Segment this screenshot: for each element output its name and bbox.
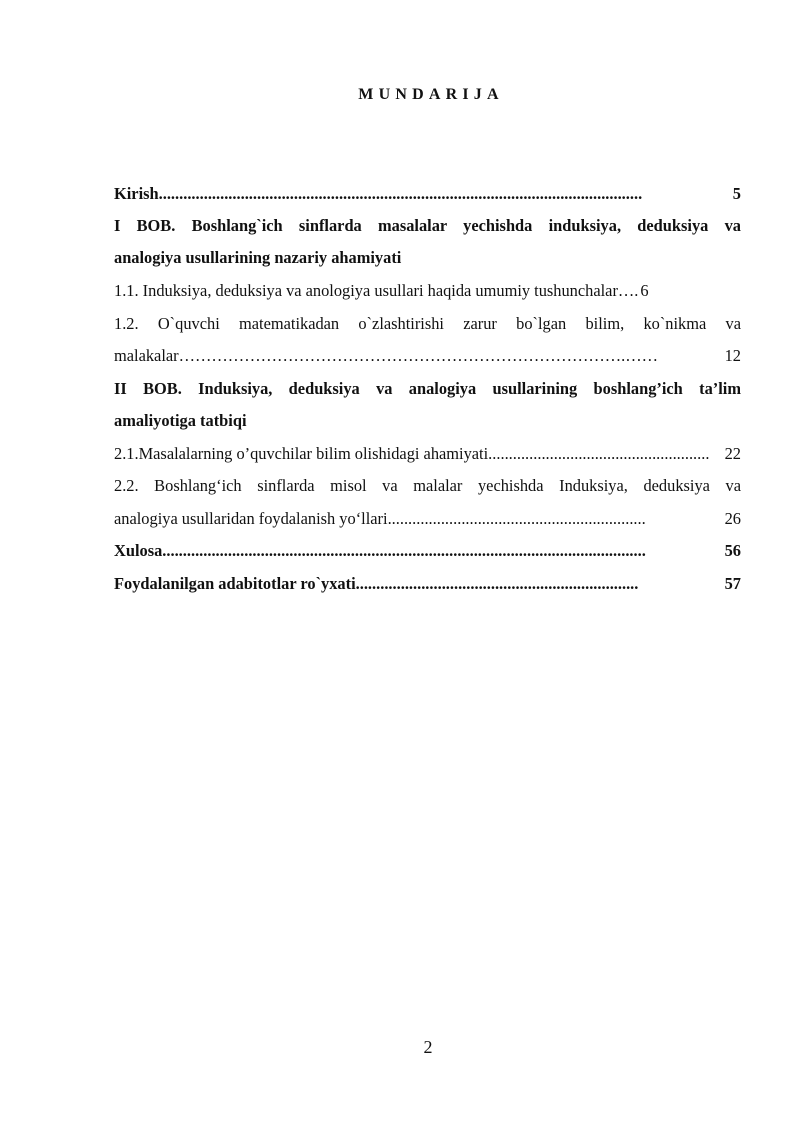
toc-chapter-2-line-1: II BOB. Induksiya, deduksiya va analogiya usullarining boshlang’ich ta’lim — [114, 379, 741, 398]
toc-page-number: 12 — [724, 346, 741, 365]
toc-entry-label: malakalar — [114, 346, 179, 365]
toc-entry-1-2-line-1: 1.2. O`quvchi matematikadan o`zlashtirishi zarur bo`lgan bilim, ko`nikma va — [114, 314, 741, 333]
toc-page-number: 57 — [724, 574, 741, 593]
toc-entry-adabiyotlar — [114, 571, 741, 597]
toc-entry-1-1 — [114, 278, 741, 304]
toc-entry-label: Kirish — [114, 184, 159, 203]
toc-page-number: 26 — [724, 509, 741, 528]
toc-page-number: 5 — [732, 184, 741, 203]
toc-entry-2-1 — [114, 441, 741, 467]
toc-leader-dots: ...................................................................................................................... — [158, 184, 643, 203]
toc-page-number: 6 — [640, 281, 649, 300]
page-number: 2 — [423, 1037, 433, 1057]
toc-leader-dots: ...................................................................................................................... — [162, 541, 646, 560]
toc-entry-1-2-line-2 — [114, 343, 741, 369]
toc-page-number: 56 — [724, 541, 741, 560]
toc-leader-dots: ……………………………………………………………………….…… — [178, 346, 659, 365]
toc-chapter-1-line-1: I BOB. Boshlang`ich sinflarda masalalar yechishda induksiya, deduksiya va — [114, 216, 741, 235]
toc-page-number: 22 — [724, 444, 741, 463]
toc-leader-dots: ............................................................... — [387, 509, 646, 528]
toc-entry-2-2-line-2 — [114, 506, 741, 532]
toc-entry-label: Xulosa — [114, 541, 163, 560]
toc-entry-label: Foydalanilgan adabitotlar ro`yxati — [114, 574, 356, 593]
toc-entry-kirish — [114, 181, 741, 207]
toc-entry-label: 2.1.Masalalarning o’quvchilar bilim olishidagi ahamiyati — [114, 444, 489, 463]
toc-chapter-2-line-2: amaliyotiga tatbiqi — [114, 411, 247, 430]
page-title: MUNDARIJA — [358, 86, 504, 103]
toc-chapter-1-line-2: analogiya usullarining nazariy ahamiyati — [114, 248, 402, 267]
toc-leader-dots: ..................................................................... — [355, 574, 639, 593]
toc-entry-label: 1.1. Induksiya, deduksiya va anologiya usullari haqida umumiy tushunchalar…. — [114, 281, 639, 300]
toc-entry-xulosa — [114, 538, 741, 564]
toc-entry-2-2-line-1: 2.2. Boshlang‘ich sinflarda misol va malalar yechishda Induksiya, deduksiya va — [114, 476, 741, 495]
toc-entry-label: analogiya usullaridan foydalanish yo‘llari — [114, 509, 388, 528]
toc-leader-dots: ...................................................... — [488, 444, 710, 463]
